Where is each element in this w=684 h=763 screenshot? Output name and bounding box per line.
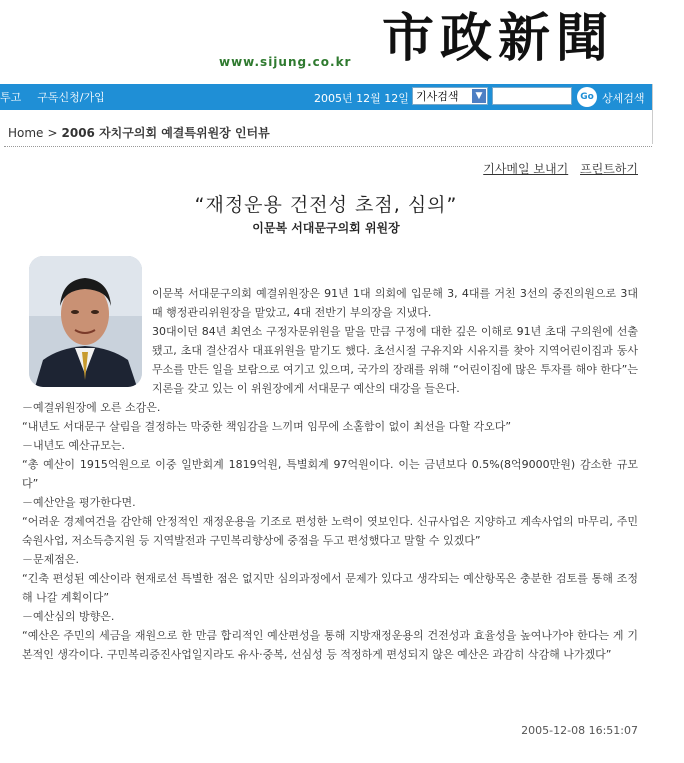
article-paragraph: “총 예산이 1915억원으로 이중 일반회계 1819억원, 특별회계 97억원이다. 이는 금년보다 0.5%(8억9000만원) 감소한 규모다” xyxy=(22,458,638,490)
article-timestamp: 2005-12-08 16:51:07 xyxy=(521,724,638,737)
article-paragraph: 이문복 서대문구의회 예결위원장은 91년 1대 의회에 입문해 3, 4대를 거친 3선의 중진의원으로 3대 때 행정관리위원장을 맡았고, 4대 전반기 부의장을 지냈다. xyxy=(152,287,638,319)
detail-search-link[interactable]: 상세검색 xyxy=(602,92,645,105)
photo-spacer xyxy=(22,284,152,388)
article-paragraph: 30대이던 84년 최연소 구정자문위원을 맡을 만큼 구정에 대한 깊은 이해로 91년 초대 구의원에 선출됐고, 초대 결산검사 대표위원을 맡기도 했다. 초선시절 구유지와 시유지를 찾아 지역어린이집과 동사무소를 만든 일을 보람으로 여기고 있으며, 국가의 장래를 위해 “어린이집에 많은 투자를 해야 한다”는 지론을 갖고 있는 이 위원장에게 서대문구 예산의 대강을 들은다. xyxy=(152,325,638,395)
current-date: 2005년 12월 12일 xyxy=(314,92,409,105)
article-paragraph: “예산은 주민의 세금을 재원으로 한 만큼 합리적인 예산편성을 통해 지방재정운용의 건전성과 효율성을 높여나가야 한다는 게 기본적인 생각이다. 구민복리증진사업일지라도 유사·중복, 선심성 등 적정하게 편성되지 않은 예산은 과감히 삭감해 나가겠다” xyxy=(22,629,638,661)
chevron-down-icon[interactable]: ▼ xyxy=(472,89,486,103)
divider xyxy=(4,146,652,147)
article-paragraph: “긴축 편성된 예산이라 현재로선 특별한 점은 없지만 심의과정에서 문제가 있다고 생각되는 예산항목은 충분한 검토를 통해 조정해 나갈 계획이다” xyxy=(22,572,638,604)
site-url: www.sijung.co.kr xyxy=(219,55,352,69)
search-select-value: 기사검색 xyxy=(416,90,459,103)
article-paragraph: “내년도 서대문구 살림을 결정하는 막중한 책임감을 느끼며 임무에 소홀함이 없이 최선을 다할 각오다” xyxy=(22,420,512,433)
breadcrumb-current: 2006 자치구의회 예결특위원장 인터뷰 xyxy=(61,126,270,140)
divider xyxy=(652,84,653,144)
search-input[interactable] xyxy=(492,87,572,105)
breadcrumb xyxy=(8,124,270,141)
article-paragraph: －내년도 예산규모는. xyxy=(22,439,126,452)
article-headline: “재정운용 건전성 초점, 심의” xyxy=(194,194,458,216)
article-paragraph: －예결위원장에 오른 소감은. xyxy=(22,401,161,414)
breadcrumb-home[interactable]: Home xyxy=(8,126,44,140)
article-body xyxy=(22,284,638,664)
email-article-link[interactable]: 기사메일 보내기 xyxy=(483,162,569,176)
breadcrumb-separator: > xyxy=(47,126,58,140)
article-paragraph: “어려운 경제여건을 감안해 안정적인 재정운용을 기조로 편성한 노력이 엿보인다. 신규사업은 지양하고 계속사업의 마무리, 주민숙원사업, 저소득층지원 등 지역발전과 구민복리향상에 중점을 두고 편성했다고 말할 수 있겠다” xyxy=(22,515,638,547)
go-button[interactable]: Go xyxy=(577,87,597,107)
article-subhead: 이문복 서대문구의회 위원장 xyxy=(252,221,400,235)
nav-links xyxy=(0,84,121,110)
article-paragraph: －예산안을 평가한다면. xyxy=(22,496,136,509)
print-article-link[interactable]: 프린트하기 xyxy=(580,162,638,176)
article-paragraph: －예산심의 방향은. xyxy=(22,610,115,623)
nav-link-subscribe[interactable]: 구독신청/가입 xyxy=(37,91,105,104)
nav-bar xyxy=(0,84,652,110)
article-paragraph: －문제점은. xyxy=(22,553,80,566)
newspaper-logo[interactable]: 市政新聞 xyxy=(382,8,615,69)
nav-link-submit[interactable]: 투고 xyxy=(0,91,22,104)
article-actions xyxy=(475,160,638,177)
search-type-select[interactable] xyxy=(412,87,488,105)
